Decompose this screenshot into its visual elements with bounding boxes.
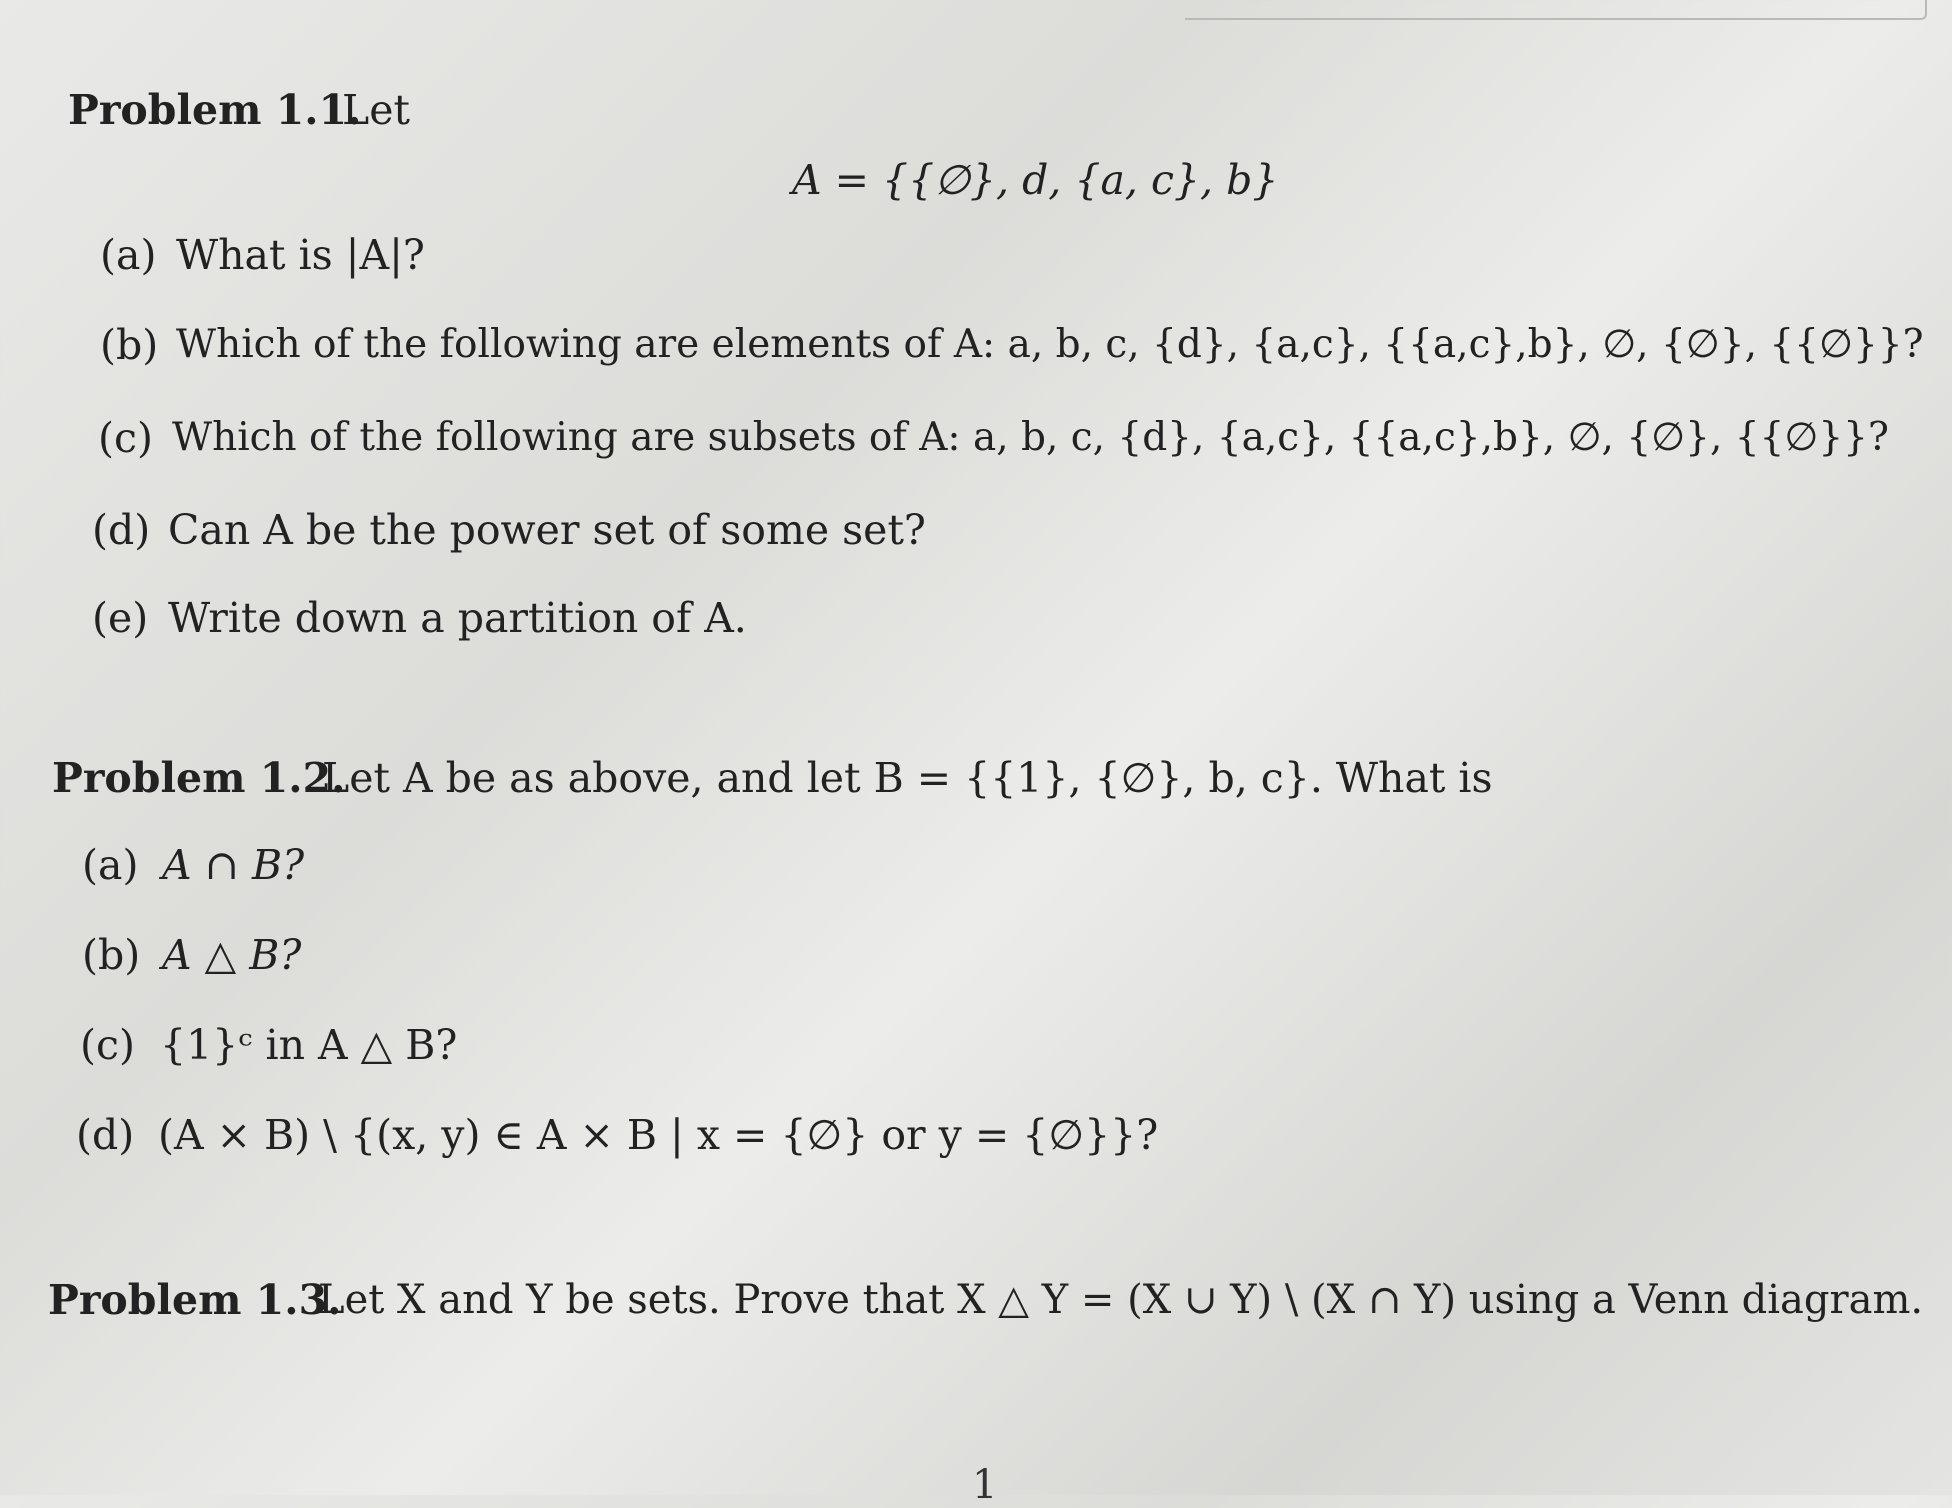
page-number: 1 [972,1462,998,1508]
problem-1-1-intro: Let [342,86,410,134]
problem-1-1-part-a-label: (a) [100,231,157,279]
problem-1-2-part-b-label: (b) [82,931,141,979]
problem-1-2-part-a-label: (a) [82,841,139,889]
problem-1-2-part-c-text: {1}ᶜ in A △ B? [160,1021,458,1069]
problem-1-2-part-b-text: A △ B? [162,931,302,979]
problem-1-2-part-a-text: A ∩ B? [162,841,305,889]
problem-1-2-part-c-label: (c) [80,1021,135,1069]
problem-1-3-heading: Problem 1.3. [48,1276,342,1324]
problem-1-1-part-a-text: What is |A|? [176,231,425,279]
problem-1-2-heading: Problem 1.2. [52,754,346,802]
problem-1-1-heading: Problem 1.1. [68,86,362,134]
problem-1-1-part-d-label: (d) [92,506,151,554]
set-a-definition: A = {{∅}, d, {a, c}, b} [792,156,1279,204]
problem-1-3-text: Let X and Y be sets. Prove that X △ Y = (X ∪ Y) \ (X ∩ Y) using a Venn diagram. [318,1277,1924,1323]
problem-1-1-part-b-label: (b) [100,321,159,369]
problem-1-2-part-d-text: (A × B) \ {(x, y) ∈ A × B | x = {∅} or y = {∅}}? [158,1111,1159,1159]
problem-1-1-part-b-text: Which of the following are elements of A: a, b, c, {d}, {a,c}, {{a,c},b}, ∅, {∅}, {{∅}}? [176,322,1924,367]
problem-1-1-part-c-text: Which of the following are subsets of A: a, b, c, {d}, {a,c}, {{a,c},b}, ∅, {∅}, {{∅}}? [172,415,1889,460]
problem-1-2-intro: Let A be as above, and let B = {{1}, {∅}, b, c}. What is [322,754,1493,802]
problem-1-1-part-c-label: (c) [98,414,153,462]
problem-1-1-part-d-text: Can A be the power set of some set? [168,506,926,554]
problem-1-2-part-d-label: (d) [76,1111,135,1159]
page-edge-line [1185,0,1927,20]
problem-1-1-part-e-text: Write down a partition of A. [168,594,747,642]
problem-1-1-part-e-label: (e) [92,594,149,642]
